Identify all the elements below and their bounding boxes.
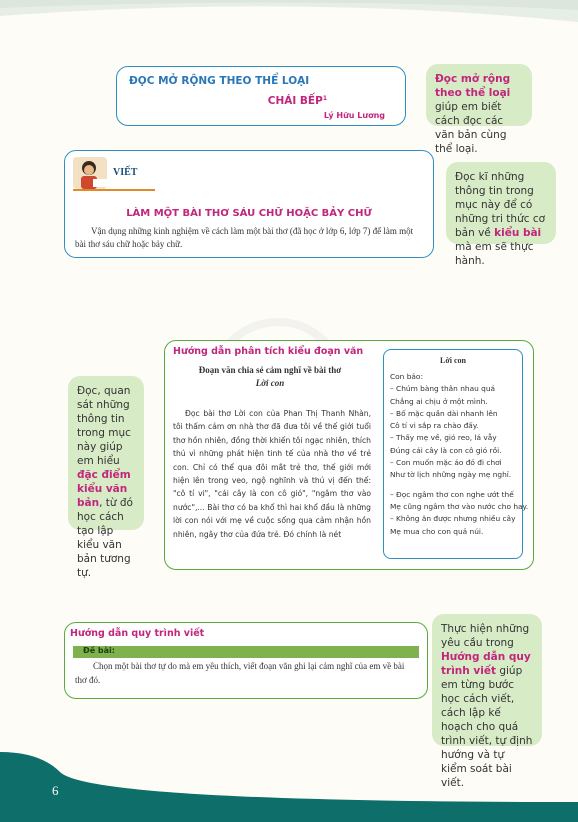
top-decorative-wave — [0, 0, 578, 40]
extended-reading-title: ĐỌC MỞ RỘNG THEO THỂ LOẠI — [129, 75, 310, 87]
poem-line: Cô tí vi sắp ra chào đấy. — [390, 421, 479, 431]
section-underline — [73, 189, 155, 191]
poem-line: – Chúm bàng thân nhau quá — [390, 384, 496, 394]
note-writing-process: Thực hiện những yêu cầu trong Hướng dẫn quy trình viết giúp em từng bước học cách viết, cách lập kế hoạch cho quá trình viết, tự định hướng và tự kiểm soát bài viết. — [432, 614, 542, 746]
paragraph-analysis-box — [164, 340, 534, 570]
poem-line: Như tờ lịch những ngày mẹ nghỉ. — [390, 470, 512, 480]
author-name: Lý Hữu Lương — [323, 111, 385, 120]
writing-process-box — [64, 622, 428, 699]
note-writing-knowledge: Đọc kĩ những thông tin trong mục này để có những tri thức cơ bản về kiểu bài mà em sẽ thực hành. — [446, 162, 556, 244]
page-number: 6 — [52, 783, 59, 798]
prompt-text: Chọn một bài thơ tự do mà em yêu thích, viết đoạn văn ghi lại cảm nghĩ của em về bài thơ đó. — [75, 661, 405, 685]
sample-paragraph: Đọc bài thơ Lời con của Phan Thị Thanh Nhàn, tôi thấm cảm ơn nhà thơ đã đưa tôi về thế giới tuổi thơ hồn nhiên, đồng thời khiến tôi ngạc nhiên, thích thú vì những phát hiện tinh tế của nhà thơ về trẻ con. Chỉ có thể qua đôi mắt trẻ thơ, thế giới mới hiện lên trong veo, ngộ nghĩnh và thú vị đến thế: "cô tí vi", "cái cây là con cô gió", "ngâm thơ vào nước",... Bài thơ có ba khổ thì hai khổ đầu là những lời con nói với mẹ về cuộc sống qua cảm nhận hồn nhiên, ngây thơ của đứa trẻ. Đó chính là nét — [173, 409, 371, 539]
poem-line: – Không ăn được nhưng nhiều cây — [390, 514, 516, 524]
poem-title: Lời con — [440, 356, 466, 365]
analysis-subtitle: Đoạn văn chia sẻ cảm nghĩ về bài thơ — [198, 365, 342, 375]
prompt-label: Đề bài: — [83, 646, 115, 655]
analysis-heading: Hướng dẫn phân tích kiểu đoạn văn — [173, 346, 364, 357]
writing-task-description: Vận dụng những kinh nghiệm về cách làm một bài thơ (đã học ở lớp 6, lớp 7) để làm một bài thơ sáu chữ hoặc bảy chữ. — [75, 226, 414, 249]
note-text-features: Đọc, quan sát những thông tin trong mục này giúp em hiểu đặc điểm kiểu văn bản, từ đó học cách tạo lập kiểu văn bản tương tự. — [68, 376, 144, 530]
poem-line: Mẹ mua cho con quả núi. — [390, 526, 484, 536]
poem-line: Đúng cái cây là con cô gió rồi. — [390, 445, 502, 455]
note-extended-reading: Đọc mở rộng theo thể loại giúp em biết cách đọc các văn bản cùng thể loại. — [426, 64, 532, 126]
process-heading: Hướng dẫn quy trình viết — [70, 628, 205, 639]
bottom-decorative-band — [0, 752, 578, 822]
analysis-poem-name: Lời con — [255, 378, 285, 388]
writing-task-title: LÀM MỘT BÀI THƠ SÁU CHỮ HOẶC BẢY CHỮ — [126, 208, 372, 219]
poem-line: – Đọc ngâm thơ con nghe ướt thế — [390, 489, 514, 499]
prompt-label-bar — [73, 646, 419, 658]
extended-reading-box — [116, 66, 406, 126]
poem-box — [383, 349, 529, 559]
poem-line: – Con muốn mặc áo đỏ đi chơi — [390, 458, 502, 468]
poem-line: Con bảo: — [390, 372, 423, 381]
writing-task-box — [64, 150, 434, 258]
section-label-write: VIẾT — [113, 167, 138, 178]
student-writing-illustration — [73, 157, 107, 189]
work-title: CHÁI BẾP$^1$ — [267, 95, 327, 107]
poem-line: – Bố mặc quần dài nhanh lên — [390, 408, 498, 418]
poem-line: – Thấy mẹ về, gió reo, lá vẫy — [390, 433, 497, 443]
poem-line: Chẳng ai chịu ở một mình. — [390, 396, 488, 406]
poem-line: Mẹ cũng ngâm thơ vào nước cho hay. — [390, 501, 529, 511]
